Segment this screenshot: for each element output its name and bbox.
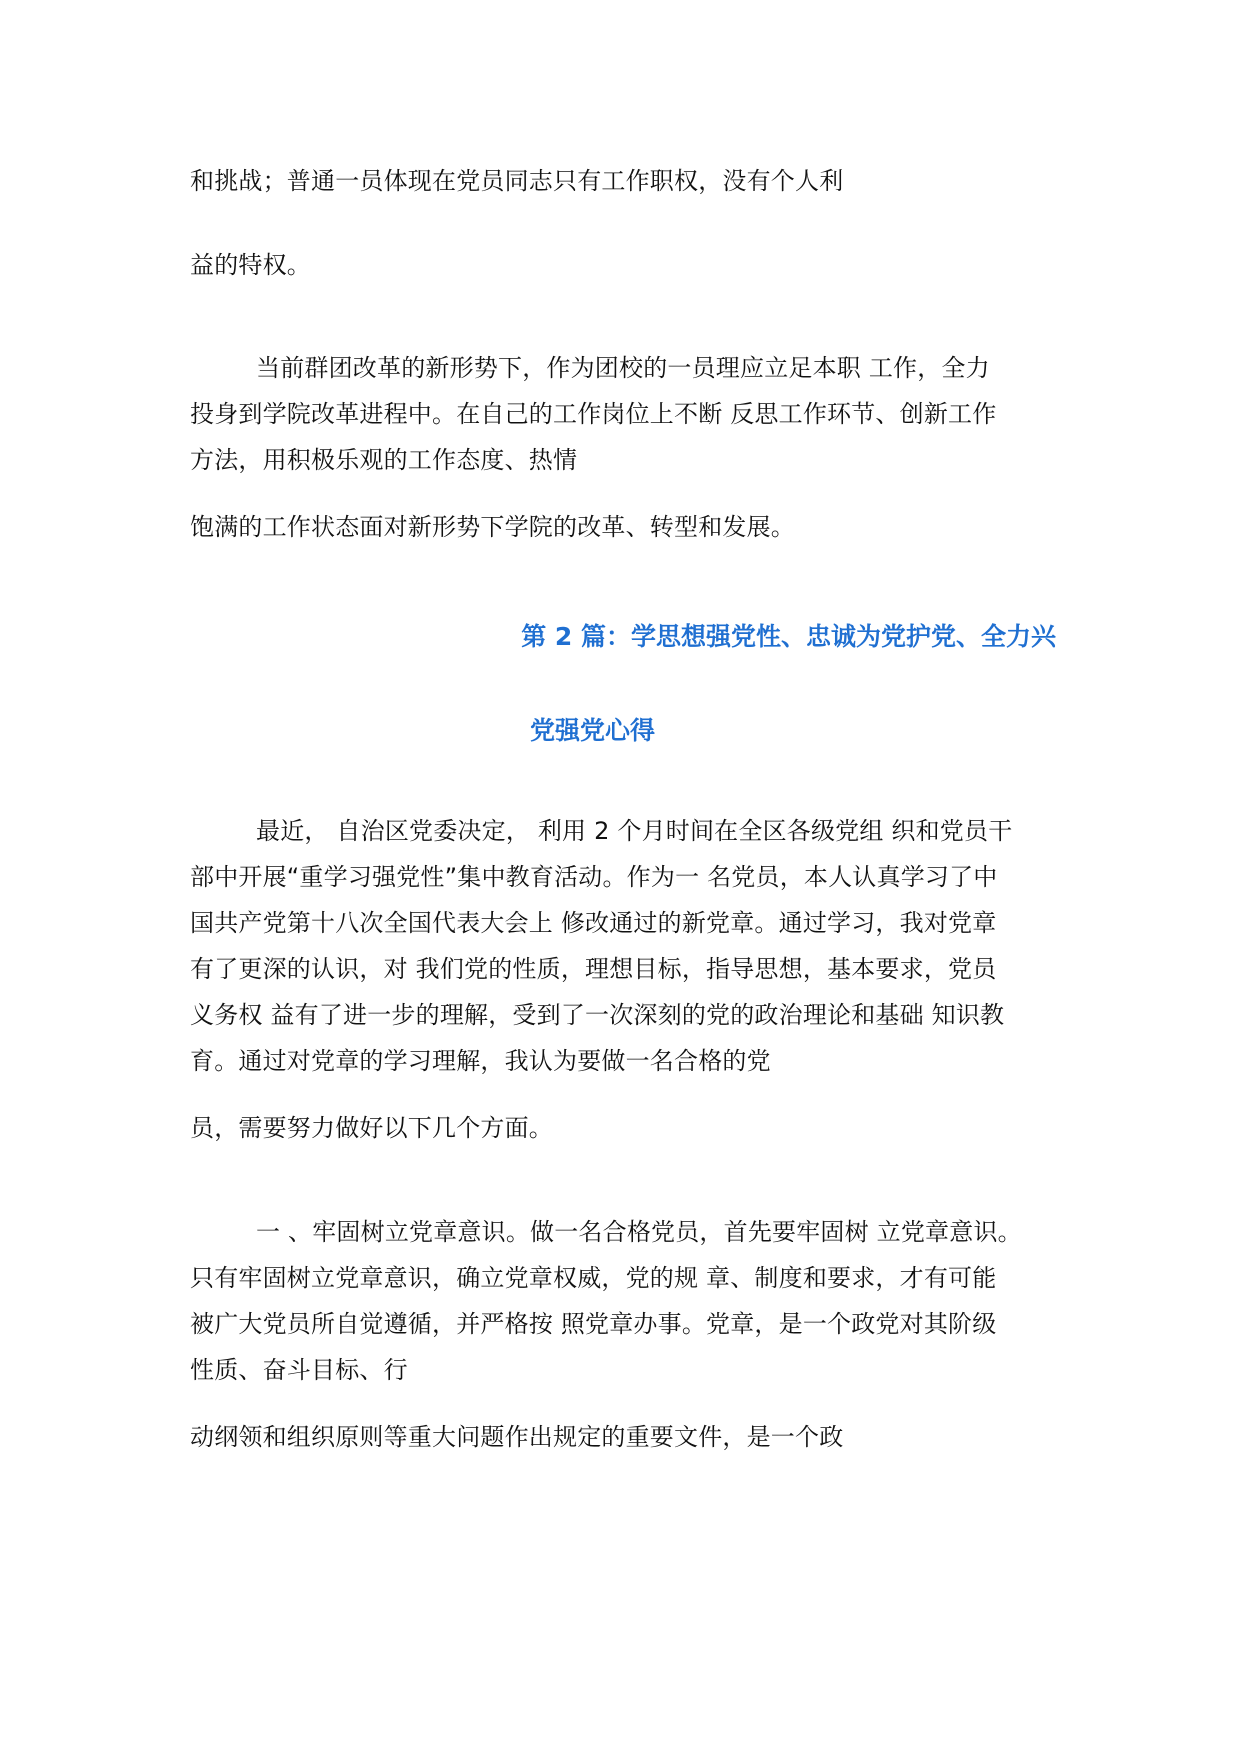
paragraph-d-line-2: 只有牢固树立党章意识，确立党章权威，党的规 章、制度和要求，才有可能 <box>190 1264 997 1292</box>
paragraph-b-line-3: 方法，用积极乐观的工作态度、热情 <box>190 446 578 474</box>
paragraph-c-line-6: 育。通过对党章的学习理解，我认为要做一名合格的党 <box>190 1047 771 1075</box>
paragraph-b-line-1: 当前群团改革的新形势下，作为团校的一员理应立足本职 工作，全力 <box>256 354 990 382</box>
paragraph-d-line-5: 动纲领和组织原则等重大问题作出规定的重要文件，是一个政 <box>190 1423 844 1451</box>
paragraph-c-line-3: 国共产党第十八次全国代表大会上 修改通过的新党章。通过学习，我对党章 <box>190 909 997 937</box>
paragraph-c-line-1: 最近， 自治区党委决定， 利用 2 个月时间在全区各级党组 织和党员干 <box>256 817 1013 845</box>
paragraph-b-line-4: 饱满的工作状态面对新形势下学院的改革、转型和发展。 <box>190 513 795 541</box>
paragraph-c-line-4: 有了更深的认识，对 我们党的性质，理想目标，指导思想，基本要求，党员 <box>190 955 997 983</box>
paragraph-c-line-7: 员，需要努力做好以下几个方面。 <box>190 1114 553 1142</box>
paragraph-a-line-2: 益的特权。 <box>190 251 311 279</box>
paragraph-c-line-5: 义务权 益有了进一步的理解，受到了一次深刻的党的政治理论和基础 知识教 <box>190 1001 1005 1029</box>
paragraph-d-line-4: 性质、奋斗目标、行 <box>190 1356 408 1384</box>
section-heading-line-2: 党强党心得 <box>530 716 656 745</box>
paragraph-a-line-1: 和挑战；普通一员体现在党员同志只有工作职权，没有个人利 <box>190 167 844 195</box>
paragraph-d-line-3: 被广大党员所自觉遵循，并严格按 照党章办事。党章，是一个政党对其阶级 <box>190 1310 997 1338</box>
paragraph-b-line-2: 投身到学院改革进程中。在自己的工作岗位上不断 反思工作环节、创新工作 <box>190 400 997 428</box>
paragraph-d-line-1: 一 、牢固树立党章意识。做一名合格党员，首先要牢固树 立党章意识。 <box>256 1218 1022 1246</box>
section-heading-line-1: 第 2 篇：学思想强党性、忠诚为党护党、全力兴 <box>521 622 1056 651</box>
paragraph-c-line-2: 部中开展“重学习强党性”集中教育活动。作为一 名党员，本人认真学习了中 <box>190 863 998 891</box>
